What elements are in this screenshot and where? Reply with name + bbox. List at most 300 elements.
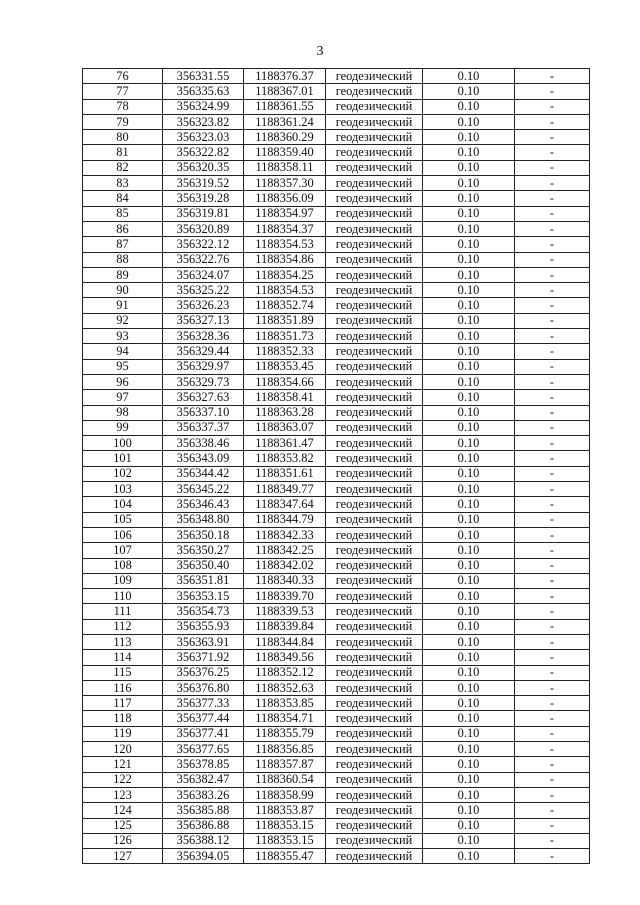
method-cell: геодезический: [326, 206, 423, 221]
point-number-cell: 109: [83, 573, 163, 588]
table-row: [83, 252, 590, 267]
accuracy-cell: 0.10: [423, 650, 515, 665]
y-coordinate-cell: 1188353.45: [244, 359, 326, 374]
table-row: [83, 390, 590, 405]
x-coordinate-cell: 356353.15: [163, 589, 244, 604]
x-coordinate-cell: 356386.88: [163, 818, 244, 833]
accuracy-cell: 0.10: [423, 558, 515, 573]
accuracy-cell: 0.10: [423, 742, 515, 757]
x-coordinate-cell: 356323.03: [163, 130, 244, 145]
description-cell: -: [515, 543, 590, 558]
x-coordinate-cell: 356385.88: [163, 803, 244, 818]
accuracy-cell: 0.10: [423, 833, 515, 848]
method-cell: геодезический: [326, 543, 423, 558]
table-row: [83, 451, 590, 466]
point-number-cell: 90: [83, 283, 163, 298]
x-coordinate-cell: 356331.55: [163, 69, 244, 84]
accuracy-cell: 0.10: [423, 680, 515, 695]
description-cell: -: [515, 512, 590, 527]
y-coordinate-cell: 1188355.79: [244, 726, 326, 741]
table-row: [83, 665, 590, 680]
y-coordinate-cell: 1188353.82: [244, 451, 326, 466]
description-cell: -: [515, 818, 590, 833]
y-coordinate-cell: 1188363.07: [244, 420, 326, 435]
y-coordinate-cell: 1188354.86: [244, 252, 326, 267]
description-cell: -: [515, 482, 590, 497]
accuracy-cell: 0.10: [423, 696, 515, 711]
y-coordinate-cell: 1188344.84: [244, 634, 326, 649]
accuracy-cell: 0.10: [423, 512, 515, 527]
method-cell: геодезический: [326, 252, 423, 267]
table-row: [83, 114, 590, 129]
point-number-cell: 116: [83, 680, 163, 695]
description-cell: -: [515, 604, 590, 619]
x-coordinate-cell: 356344.42: [163, 466, 244, 481]
description-cell: -: [515, 589, 590, 604]
method-cell: геодезический: [326, 436, 423, 451]
description-cell: -: [515, 558, 590, 573]
accuracy-cell: 0.10: [423, 451, 515, 466]
point-number-cell: 96: [83, 374, 163, 389]
point-number-cell: 115: [83, 665, 163, 680]
accuracy-cell: 0.10: [423, 313, 515, 328]
table-row: [83, 787, 590, 802]
point-number-cell: 98: [83, 405, 163, 420]
y-coordinate-cell: 1188349.77: [244, 482, 326, 497]
accuracy-cell: 0.10: [423, 344, 515, 359]
x-coordinate-cell: 356338.46: [163, 436, 244, 451]
table-row: [83, 313, 590, 328]
accuracy-cell: 0.10: [423, 176, 515, 191]
table-row: [83, 374, 590, 389]
y-coordinate-cell: 1188342.33: [244, 527, 326, 542]
method-cell: геодезический: [326, 221, 423, 236]
y-coordinate-cell: 1188357.30: [244, 176, 326, 191]
point-number-cell: 119: [83, 726, 163, 741]
point-number-cell: 93: [83, 329, 163, 344]
table-row: [83, 634, 590, 649]
x-coordinate-cell: 356363.91: [163, 634, 244, 649]
point-number-cell: 102: [83, 466, 163, 481]
y-coordinate-cell: 1188339.70: [244, 589, 326, 604]
point-number-cell: 105: [83, 512, 163, 527]
description-cell: -: [515, 298, 590, 313]
method-cell: геодезический: [326, 329, 423, 344]
description-cell: -: [515, 757, 590, 772]
table-row: [83, 558, 590, 573]
description-cell: -: [515, 619, 590, 634]
accuracy-cell: 0.10: [423, 84, 515, 99]
point-number-cell: 89: [83, 267, 163, 282]
accuracy-cell: 0.10: [423, 466, 515, 481]
method-cell: геодезический: [326, 267, 423, 282]
x-coordinate-cell: 356324.07: [163, 267, 244, 282]
description-cell: -: [515, 191, 590, 206]
accuracy-cell: 0.10: [423, 99, 515, 114]
point-number-cell: 124: [83, 803, 163, 818]
method-cell: геодезический: [326, 680, 423, 695]
y-coordinate-cell: 1188360.54: [244, 772, 326, 787]
accuracy-cell: 0.10: [423, 787, 515, 802]
x-coordinate-cell: 356377.65: [163, 742, 244, 757]
description-cell: -: [515, 527, 590, 542]
x-coordinate-cell: 356383.26: [163, 787, 244, 802]
table-row: [83, 145, 590, 160]
point-number-cell: 111: [83, 604, 163, 619]
x-coordinate-cell: 356320.35: [163, 160, 244, 175]
description-cell: -: [515, 160, 590, 175]
table-row: [83, 497, 590, 512]
description-cell: -: [515, 329, 590, 344]
table-row: [83, 833, 590, 848]
accuracy-cell: 0.10: [423, 849, 515, 864]
y-coordinate-cell: 1188353.15: [244, 833, 326, 848]
method-cell: геодезический: [326, 69, 423, 84]
x-coordinate-cell: 356327.13: [163, 313, 244, 328]
point-number-cell: 81: [83, 145, 163, 160]
x-coordinate-cell: 356319.81: [163, 206, 244, 221]
table-row: [83, 543, 590, 558]
method-cell: геодезический: [326, 787, 423, 802]
x-coordinate-cell: 356322.76: [163, 252, 244, 267]
description-cell: -: [515, 787, 590, 802]
method-cell: геодезический: [326, 711, 423, 726]
table-row: [83, 711, 590, 726]
y-coordinate-cell: 1188353.87: [244, 803, 326, 818]
y-coordinate-cell: 1188339.53: [244, 604, 326, 619]
y-coordinate-cell: 1188351.61: [244, 466, 326, 481]
description-cell: -: [515, 833, 590, 848]
table-row: [83, 726, 590, 741]
table-row: [83, 589, 590, 604]
point-number-cell: 103: [83, 482, 163, 497]
method-cell: геодезический: [326, 482, 423, 497]
point-number-cell: 108: [83, 558, 163, 573]
x-coordinate-cell: 356377.44: [163, 711, 244, 726]
point-number-cell: 82: [83, 160, 163, 175]
point-number-cell: 91: [83, 298, 163, 313]
y-coordinate-cell: 1188354.25: [244, 267, 326, 282]
description-cell: -: [515, 420, 590, 435]
accuracy-cell: 0.10: [423, 619, 515, 634]
accuracy-cell: 0.10: [423, 405, 515, 420]
x-coordinate-cell: 356319.52: [163, 176, 244, 191]
point-number-cell: 78: [83, 99, 163, 114]
table-row: [83, 359, 590, 374]
table-row: [83, 680, 590, 695]
method-cell: геодезический: [326, 558, 423, 573]
description-cell: -: [515, 84, 590, 99]
table-row: [83, 420, 590, 435]
y-coordinate-cell: 1188358.41: [244, 390, 326, 405]
table-row: [83, 772, 590, 787]
method-cell: геодезический: [326, 344, 423, 359]
table-row: [83, 527, 590, 542]
table-row: [83, 176, 590, 191]
accuracy-cell: 0.10: [423, 283, 515, 298]
accuracy-cell: 0.10: [423, 726, 515, 741]
method-cell: геодезический: [326, 527, 423, 542]
description-cell: -: [515, 344, 590, 359]
table-row: [83, 757, 590, 772]
method-cell: геодезический: [326, 833, 423, 848]
description-cell: -: [515, 711, 590, 726]
y-coordinate-cell: 1188354.66: [244, 374, 326, 389]
x-coordinate-cell: 356326.23: [163, 298, 244, 313]
x-coordinate-cell: 356325.22: [163, 283, 244, 298]
x-coordinate-cell: 356377.33: [163, 696, 244, 711]
method-cell: геодезический: [326, 634, 423, 649]
point-number-cell: 110: [83, 589, 163, 604]
point-number-cell: 100: [83, 436, 163, 451]
y-coordinate-cell: 1188352.12: [244, 665, 326, 680]
method-cell: геодезический: [326, 497, 423, 512]
x-coordinate-cell: 356350.27: [163, 543, 244, 558]
y-coordinate-cell: 1188356.09: [244, 191, 326, 206]
description-cell: -: [515, 359, 590, 374]
method-cell: геодезический: [326, 696, 423, 711]
table-row: [83, 206, 590, 221]
description-cell: -: [515, 252, 590, 267]
description-cell: -: [515, 267, 590, 282]
description-cell: -: [515, 451, 590, 466]
x-coordinate-cell: 356327.63: [163, 390, 244, 405]
point-number-cell: 86: [83, 221, 163, 236]
table-row: [83, 130, 590, 145]
method-cell: геодезический: [326, 313, 423, 328]
description-cell: -: [515, 436, 590, 451]
x-coordinate-cell: 356328.36: [163, 329, 244, 344]
table-row: [83, 573, 590, 588]
table-row: [83, 604, 590, 619]
point-number-cell: 79: [83, 114, 163, 129]
accuracy-cell: 0.10: [423, 436, 515, 451]
method-cell: геодезический: [326, 405, 423, 420]
method-cell: геодезический: [326, 390, 423, 405]
x-coordinate-cell: 356329.97: [163, 359, 244, 374]
x-coordinate-cell: 356350.40: [163, 558, 244, 573]
y-coordinate-cell: 1188357.87: [244, 757, 326, 772]
method-cell: геодезический: [326, 114, 423, 129]
description-cell: -: [515, 680, 590, 695]
table-row: [83, 482, 590, 497]
accuracy-cell: 0.10: [423, 420, 515, 435]
y-coordinate-cell: 1188347.64: [244, 497, 326, 512]
accuracy-cell: 0.10: [423, 527, 515, 542]
accuracy-cell: 0.10: [423, 482, 515, 497]
description-cell: -: [515, 497, 590, 512]
description-cell: -: [515, 726, 590, 741]
description-cell: -: [515, 99, 590, 114]
table-body: [83, 69, 590, 864]
description-cell: -: [515, 772, 590, 787]
description-cell: -: [515, 650, 590, 665]
accuracy-cell: 0.10: [423, 390, 515, 405]
accuracy-cell: 0.10: [423, 497, 515, 512]
y-coordinate-cell: 1188361.24: [244, 114, 326, 129]
y-coordinate-cell: 1188358.99: [244, 787, 326, 802]
method-cell: геодезический: [326, 665, 423, 680]
description-cell: -: [515, 114, 590, 129]
y-coordinate-cell: 1188344.79: [244, 512, 326, 527]
coordinates-table: [82, 68, 590, 864]
x-coordinate-cell: 356323.82: [163, 114, 244, 129]
accuracy-cell: 0.10: [423, 359, 515, 374]
y-coordinate-cell: 1188354.71: [244, 711, 326, 726]
x-coordinate-cell: 356388.12: [163, 833, 244, 848]
point-number-cell: 77: [83, 84, 163, 99]
method-cell: геодезический: [326, 84, 423, 99]
accuracy-cell: 0.10: [423, 130, 515, 145]
x-coordinate-cell: 356346.43: [163, 497, 244, 512]
method-cell: геодезический: [326, 130, 423, 145]
y-coordinate-cell: 1188342.02: [244, 558, 326, 573]
y-coordinate-cell: 1188361.55: [244, 99, 326, 114]
point-number-cell: 80: [83, 130, 163, 145]
accuracy-cell: 0.10: [423, 634, 515, 649]
point-number-cell: 113: [83, 634, 163, 649]
table-row: [83, 436, 590, 451]
accuracy-cell: 0.10: [423, 803, 515, 818]
table-row: [83, 696, 590, 711]
y-coordinate-cell: 1188351.73: [244, 329, 326, 344]
description-cell: -: [515, 573, 590, 588]
point-number-cell: 87: [83, 237, 163, 252]
method-cell: геодезический: [326, 237, 423, 252]
accuracy-cell: 0.10: [423, 237, 515, 252]
accuracy-cell: 0.10: [423, 711, 515, 726]
x-coordinate-cell: 356329.44: [163, 344, 244, 359]
y-coordinate-cell: 1188360.29: [244, 130, 326, 145]
y-coordinate-cell: 1188354.53: [244, 283, 326, 298]
method-cell: геодезический: [326, 451, 423, 466]
method-cell: геодезический: [326, 298, 423, 313]
table-row: [83, 512, 590, 527]
y-coordinate-cell: 1188359.40: [244, 145, 326, 160]
table-row: [83, 298, 590, 313]
point-number-cell: 88: [83, 252, 163, 267]
x-coordinate-cell: 356354.73: [163, 604, 244, 619]
y-coordinate-cell: 1188352.74: [244, 298, 326, 313]
point-number-cell: 120: [83, 742, 163, 757]
table-row: [83, 344, 590, 359]
accuracy-cell: 0.10: [423, 252, 515, 267]
table-row: [83, 221, 590, 236]
x-coordinate-cell: 356351.81: [163, 573, 244, 588]
accuracy-cell: 0.10: [423, 329, 515, 344]
method-cell: геодезический: [326, 466, 423, 481]
table-row: [83, 849, 590, 864]
table-row: [83, 803, 590, 818]
table-row: [83, 466, 590, 481]
x-coordinate-cell: 356319.28: [163, 191, 244, 206]
accuracy-cell: 0.10: [423, 114, 515, 129]
method-cell: геодезический: [326, 742, 423, 757]
accuracy-cell: 0.10: [423, 206, 515, 221]
method-cell: геодезический: [326, 283, 423, 298]
x-coordinate-cell: 356378.85: [163, 757, 244, 772]
method-cell: геодезический: [326, 757, 423, 772]
accuracy-cell: 0.10: [423, 160, 515, 175]
y-coordinate-cell: 1188356.85: [244, 742, 326, 757]
accuracy-cell: 0.10: [423, 374, 515, 389]
table-row: [83, 283, 590, 298]
method-cell: геодезический: [326, 191, 423, 206]
point-number-cell: 101: [83, 451, 163, 466]
x-coordinate-cell: 356329.73: [163, 374, 244, 389]
table-row: [83, 619, 590, 634]
point-number-cell: 118: [83, 711, 163, 726]
point-number-cell: 97: [83, 390, 163, 405]
method-cell: геодезический: [326, 803, 423, 818]
method-cell: геодезический: [326, 604, 423, 619]
accuracy-cell: 0.10: [423, 772, 515, 787]
description-cell: -: [515, 283, 590, 298]
description-cell: -: [515, 176, 590, 191]
accuracy-cell: 0.10: [423, 818, 515, 833]
point-number-cell: 106: [83, 527, 163, 542]
point-number-cell: 76: [83, 69, 163, 84]
y-coordinate-cell: 1188376.37: [244, 69, 326, 84]
table-row: [83, 650, 590, 665]
accuracy-cell: 0.10: [423, 757, 515, 772]
x-coordinate-cell: 356376.80: [163, 680, 244, 695]
method-cell: геодезический: [326, 145, 423, 160]
y-coordinate-cell: 1188363.28: [244, 405, 326, 420]
point-number-cell: 94: [83, 344, 163, 359]
y-coordinate-cell: 1188353.85: [244, 696, 326, 711]
description-cell: -: [515, 849, 590, 864]
point-number-cell: 107: [83, 543, 163, 558]
point-number-cell: 127: [83, 849, 163, 864]
point-number-cell: 125: [83, 818, 163, 833]
table-row: [83, 742, 590, 757]
y-coordinate-cell: 1188339.84: [244, 619, 326, 634]
x-coordinate-cell: 356337.37: [163, 420, 244, 435]
method-cell: геодезический: [326, 160, 423, 175]
x-coordinate-cell: 356348.80: [163, 512, 244, 527]
y-coordinate-cell: 1188353.15: [244, 818, 326, 833]
x-coordinate-cell: 356322.82: [163, 145, 244, 160]
point-number-cell: 122: [83, 772, 163, 787]
y-coordinate-cell: 1188355.47: [244, 849, 326, 864]
description-cell: -: [515, 374, 590, 389]
point-number-cell: 84: [83, 191, 163, 206]
description-cell: -: [515, 696, 590, 711]
y-coordinate-cell: 1188352.33: [244, 344, 326, 359]
point-number-cell: 126: [83, 833, 163, 848]
y-coordinate-cell: 1188358.11: [244, 160, 326, 175]
method-cell: геодезический: [326, 818, 423, 833]
table-row: [83, 160, 590, 175]
method-cell: геодезический: [326, 650, 423, 665]
y-coordinate-cell: 1188361.47: [244, 436, 326, 451]
description-cell: -: [515, 313, 590, 328]
accuracy-cell: 0.10: [423, 69, 515, 84]
description-cell: -: [515, 803, 590, 818]
method-cell: геодезический: [326, 619, 423, 634]
description-cell: -: [515, 390, 590, 405]
y-coordinate-cell: 1188354.37: [244, 221, 326, 236]
y-coordinate-cell: 1188340.33: [244, 573, 326, 588]
point-number-cell: 121: [83, 757, 163, 772]
description-cell: -: [515, 742, 590, 757]
description-cell: -: [515, 665, 590, 680]
description-cell: -: [515, 69, 590, 84]
description-cell: -: [515, 466, 590, 481]
x-coordinate-cell: 356355.93: [163, 619, 244, 634]
x-coordinate-cell: 356343.09: [163, 451, 244, 466]
